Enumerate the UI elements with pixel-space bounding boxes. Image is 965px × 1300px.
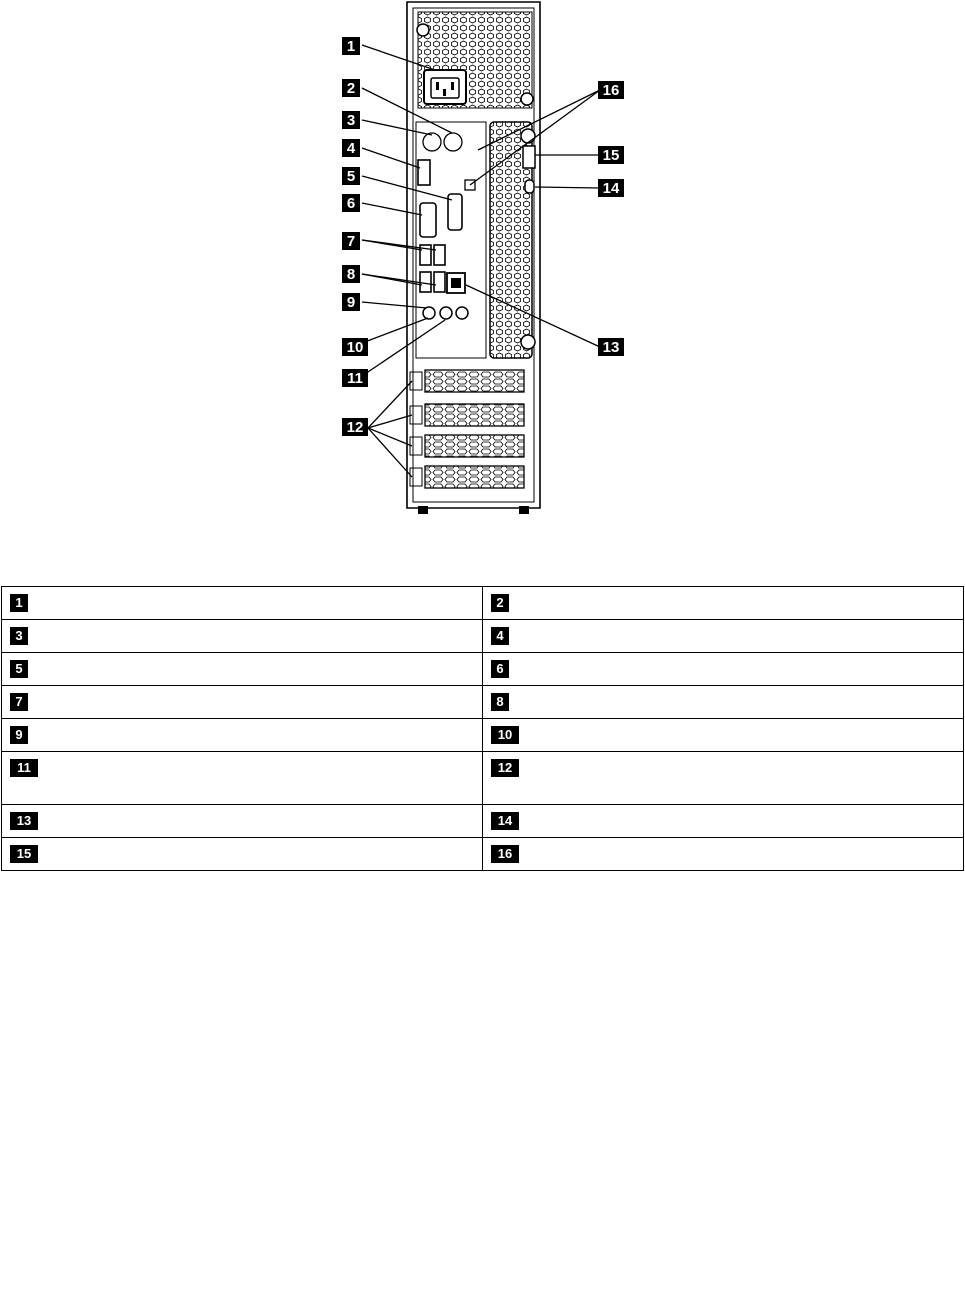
svg-text:10: 10 (346, 339, 364, 356)
legend-number: 5 (10, 660, 28, 678)
svg-text:6: 6 (346, 195, 356, 212)
legend-cell (2, 719, 483, 752)
usb-port (420, 272, 431, 292)
callout-16 (598, 81, 624, 99)
legend-cell (483, 686, 964, 719)
callout-4 (342, 139, 360, 157)
svg-text:9: 9 (346, 294, 356, 311)
legend-number: 3 (10, 627, 28, 645)
legend-cell (483, 838, 964, 871)
screw-icon (417, 24, 429, 36)
svg-text:7: 7 (346, 233, 356, 250)
legend-cell (2, 686, 483, 719)
computer-rear-view-diagram (0, 0, 965, 560)
usb-port (434, 272, 445, 292)
callout-6 (342, 194, 360, 212)
legend-number: 16 (491, 845, 519, 863)
legend-number: 4 (491, 627, 509, 645)
legend-number: 11 (10, 759, 38, 777)
legend-cell (483, 587, 964, 620)
legend-row (2, 805, 964, 838)
legend-cell (2, 752, 483, 805)
side-vent (465, 122, 535, 358)
legend-number: 6 (491, 660, 509, 678)
legend-row (2, 620, 964, 653)
audio-line-in-jack (440, 307, 452, 319)
svg-text:11: 11 (347, 370, 363, 387)
legend-number: 12 (491, 759, 519, 777)
callout-15 (598, 146, 624, 164)
callout-2 (342, 79, 360, 97)
security-lock-slot (525, 180, 534, 193)
svg-text:1: 1 (346, 38, 356, 55)
legend-row (2, 587, 964, 620)
expansion-slots (410, 370, 524, 488)
legend-cell (483, 752, 964, 805)
ps2-keyboard-port (423, 133, 441, 151)
legend-cell (483, 719, 964, 752)
legend-row (2, 752, 964, 805)
legend-number: 10 (491, 726, 519, 744)
callout-10 (342, 338, 368, 356)
svg-text:13: 13 (602, 339, 620, 356)
legend-cell (2, 653, 483, 686)
legend-cell (483, 805, 964, 838)
svg-text:15: 15 (602, 147, 620, 164)
connector-legend-table (1, 586, 964, 871)
svg-text:8: 8 (346, 266, 356, 283)
callout-14 (598, 179, 624, 197)
callout-12 (342, 418, 368, 436)
vga-port (420, 203, 436, 237)
io-panel (416, 122, 486, 358)
legend-row (2, 719, 964, 752)
callout-13 (598, 338, 624, 356)
legend-cell (483, 620, 964, 653)
svg-text:14: 14 (602, 180, 620, 197)
callout-5 (342, 167, 360, 185)
callout-7 (342, 232, 360, 250)
svg-text:16: 16 (602, 82, 620, 99)
callout-11 (342, 369, 368, 387)
legend-number: 8 (491, 693, 509, 711)
usb-port (434, 245, 445, 265)
callout-8 (342, 265, 360, 283)
legend-number: 7 (10, 693, 28, 711)
padlock-loop (523, 146, 535, 168)
svg-text:2: 2 (346, 80, 356, 97)
screw-icon (521, 335, 535, 349)
audio-line-out-jack (456, 307, 468, 319)
callout-1 (342, 37, 360, 55)
svg-text:3: 3 (346, 112, 356, 129)
legend-number: 15 (10, 845, 38, 863)
legend-cell (483, 653, 964, 686)
legend-number: 1 (10, 594, 28, 612)
screw-icon (521, 129, 535, 143)
legend-row (2, 838, 964, 871)
displayport-connector (418, 160, 430, 185)
screw-icon (521, 93, 533, 105)
legend-number: 2 (491, 594, 509, 612)
legend-cell (2, 620, 483, 653)
legend-number: 13 (10, 812, 38, 830)
svg-text:12: 12 (346, 419, 364, 436)
legend-number: 14 (491, 812, 519, 830)
legend-cell (2, 587, 483, 620)
legend-row (2, 686, 964, 719)
microphone-jack (423, 307, 435, 319)
svg-text:4: 4 (346, 140, 356, 157)
callout-9 (342, 293, 360, 311)
legend-number: 9 (10, 726, 28, 744)
power-supply (417, 12, 533, 108)
legend-cell (2, 838, 483, 871)
svg-text:5: 5 (346, 168, 356, 185)
legend-row (2, 653, 964, 686)
callout-3 (342, 111, 360, 129)
ps2-mouse-port (444, 133, 462, 151)
legend-cell (2, 805, 483, 838)
